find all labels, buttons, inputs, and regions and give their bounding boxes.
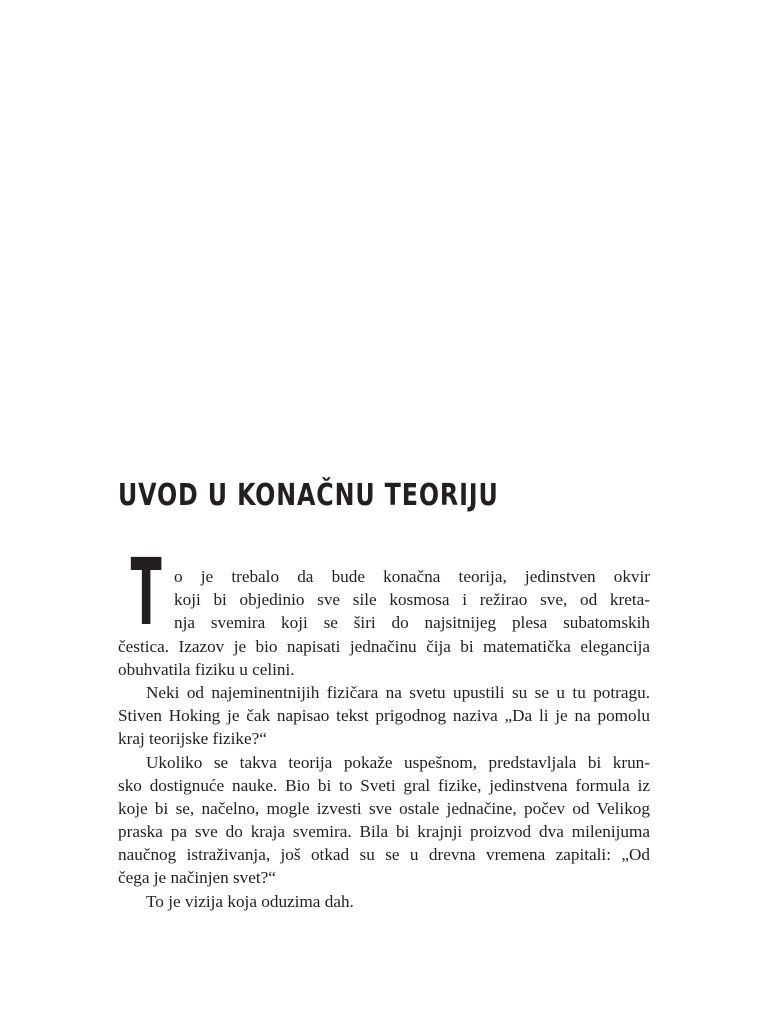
text-line: praska pa sve do kraja svemira. Bila bi krajnji proizvod dva milenijuma (118, 822, 650, 842)
text-line: Stiven Hoking je čak napisao tekst prigodnog naziva „Da li je na pomolu (118, 706, 650, 726)
text-line: koje bi se, načelno, mogle izvesti sve ostale jednačine, počev od Velikog (118, 798, 650, 818)
text-line: Ukoliko se takva teorija pokaže uspešnom, predstavljala bi krun- (146, 752, 650, 772)
chapter-body-text (118, 539, 650, 913)
text-line: nja svemira koji se širi do najsitnijeg plesa subatomskih (174, 613, 650, 633)
text-line: To je vizija koja oduzima dah. (146, 891, 354, 911)
paragraph-3 (118, 751, 650, 890)
paragraph-1 (118, 539, 650, 681)
dropcap-lines (174, 565, 650, 635)
chapter-title: UVOD U KONAČNU TEORIJU (118, 478, 499, 513)
text-line: čega je načinjen svet?“ (118, 868, 276, 888)
text-line: o je trebalo da bude konačna teorija, jedinstven okvir (174, 567, 650, 586)
paragraph-4 (118, 890, 650, 913)
text-line: Neki od najeminentnijih fizičara na svetu upustili su se u tu potragu. (146, 682, 650, 702)
paragraph-2 (118, 681, 650, 751)
drop-cap-letter: T (130, 539, 162, 646)
text-line: kraj teorijske fizike?“ (118, 729, 267, 749)
text-line: naučnog istraživanja, još otkad su se u drevna vremena zapitali: „Od (118, 845, 650, 865)
text-line: sko dostignuće nauke. Bio bi to Sveti gral fizike, jedinstvena formula iz (118, 775, 650, 795)
text-line: obuhvatila fiziku u celini. (118, 659, 295, 679)
text-line: koji bi objedinio sve sile kosmosa i režirao sve, od kreta- (174, 590, 650, 610)
text-line: čestica. Izazov je bio napisati jednačinu čija bi matematička elegancija (118, 636, 650, 656)
